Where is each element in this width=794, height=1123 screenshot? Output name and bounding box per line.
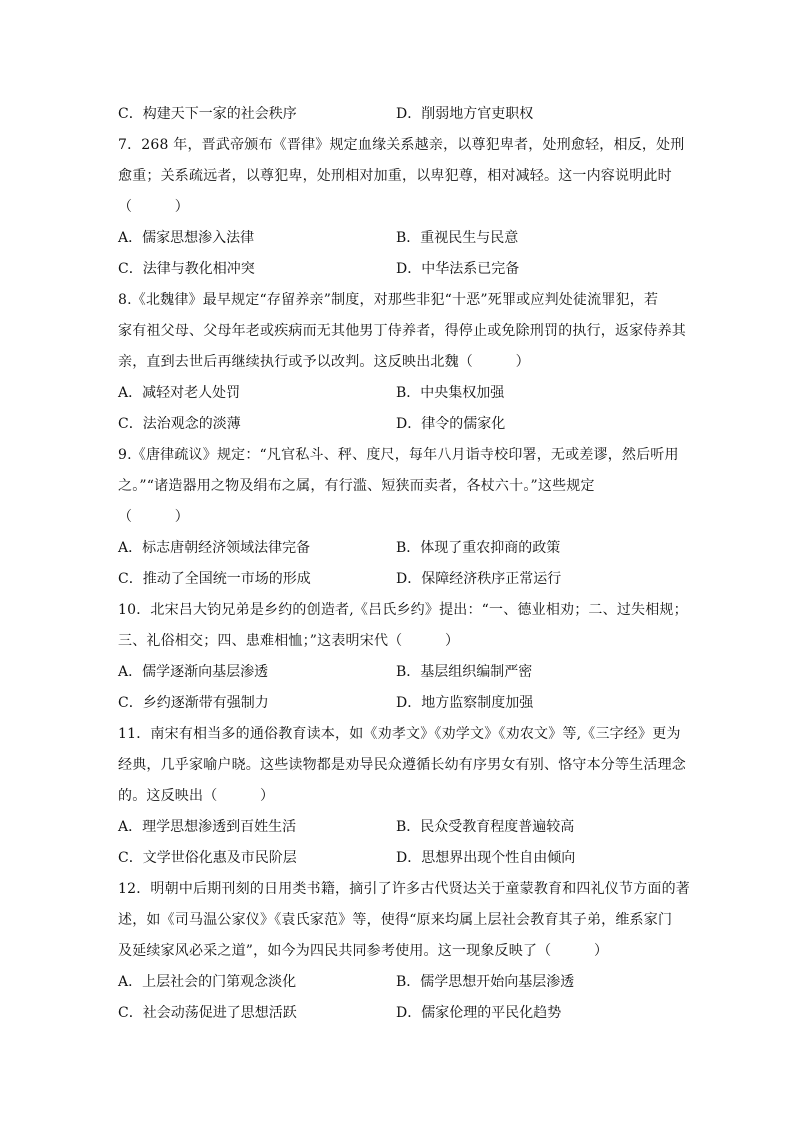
q7-stem-line-1: 7．268 年，晋武帝颁布《晋律》规定血缘关系越亲，以尊犯卑者，处刑愈轻，相反，处刑 — [118, 137, 685, 153]
q12-option-b: B．儒学思想开始向基层渗透 — [396, 974, 575, 990]
q10-option-d: D．地方监察制度加强 — [396, 695, 534, 711]
q11-stem-line-2: 经典，几乎家喻户晓。这些读物都是劝导民众遵循长幼有序男女有别、恪守本分等生活理念 — [118, 757, 686, 773]
q10-option-b: B．基层组织编制严密 — [396, 664, 533, 680]
q10-stem-line-1: 10．北宋吕大钧兄弟是乡约的创造者,《吕氏乡约》提出：“一、德业相劝；二、过失相规； — [118, 602, 688, 618]
q11-option-c: C．文学世俗化惠及市民阶层 — [118, 850, 297, 866]
q10-stem-line-2: 三、礼俗相交；四、患难相恤；”这表明宋代（ ） — [118, 633, 460, 649]
q11-stem-line-1: 11．南宋有相当多的通俗教育读本，如《劝孝文》《劝学文》《劝农文》等,《三字经》更为 — [118, 726, 681, 742]
q7-stem-line-3: （ ） — [118, 199, 189, 215]
q9-stem-line-1: 9.《唐律疏议》规定：“凡官私斗、秤、度尺，每年八月诣寺校印署，无或差谬，然后听用 — [118, 447, 679, 463]
q8-option-c: C．法治观念的淡薄 — [118, 416, 241, 432]
q12-stem-line-1: 12．明朝中后期刊刻的日用类书籍，摘引了许多古代贤达关于童蒙教育和四礼仪节方面的著 — [118, 881, 691, 897]
q12-option-d: D．儒家伦理的平民化趋势 — [396, 1005, 562, 1021]
q7-option-a: A．儒家思想渗入法律 — [118, 230, 255, 246]
q7-option-b: B．重视民生与民意 — [396, 230, 519, 246]
q8-stem-line-1: 8.《北魏律》最早规定“存留养亲”制度，对那些非犯“十恶”死罪或应判处徒流罪犯，若 — [118, 292, 659, 308]
q9-stem-line-2: 之。”“诸造器用之物及绢布之属，有行滥、短狭而卖者，各杖六十。”这些规定 — [118, 478, 595, 494]
q11-stem-line-3: 的。这反映出（ ） — [118, 788, 275, 804]
q10-option-a: A．儒学逐渐向基层渗透 — [118, 664, 269, 680]
q7-option-d: D．中华法系已完备 — [396, 261, 520, 277]
q8-option-b: B．中央集权加强 — [396, 385, 505, 401]
q8-option-d: D．律令的儒家化 — [396, 416, 506, 432]
q10-option-c: C．乡约逐渐带有强制力 — [118, 695, 269, 711]
q9-option-c: C．推动了全国统一市场的形成 — [118, 571, 311, 587]
q11-option-d: D．思想界出现个性自由倾向 — [396, 850, 576, 866]
q9-option-b: B．体现了重农抑商的政策 — [396, 540, 561, 556]
q12-stem-line-2: 述，如《司马温公家仪》《袁氏家范》等，使得“原来均属上层社会教育其子弟，维系家门 — [118, 912, 673, 928]
q12-option-c: C．社会动荡促进了思想活跃 — [118, 1005, 297, 1021]
q9-stem-line-3: （ ） — [118, 509, 189, 525]
q11-option-a: A．理学思想渗透到百姓生活 — [118, 819, 297, 835]
q9-option-d: D．保障经济秩序正常运行 — [396, 571, 562, 587]
q9-option-a: A．标志唐朝经济领域法律完备 — [118, 540, 311, 556]
q7-stem-line-2: 愈重；关系疏远者，以尊犯卑，处刑相对加重，以卑犯尊，相对减轻。这一内容说明此时 — [118, 168, 672, 184]
q7-option-c: C．法律与教化相冲突 — [118, 261, 255, 277]
q8-stem-line-2: 家有祖父母、父母年老或疾病而无其他男丁侍养者，得停止或免除刑罚的执行，返家侍养其 — [118, 323, 686, 339]
q12-option-a: A．上层社会的门第观念淡化 — [118, 974, 297, 990]
q8-option-a: A．减轻对老人处罚 — [118, 385, 241, 401]
q11-option-b: B．民众受教育程度普遍较高 — [396, 819, 575, 835]
q6-option-c: C．构建天下一家的社会秩序 — [118, 106, 297, 122]
q6-option-d: D．削弱地方官吏职权 — [396, 106, 534, 122]
q12-stem-line-3: 及延续家风必采之道”，如今为四民共同参考使用。这一现象反映了（ ） — [118, 943, 609, 959]
q8-stem-line-3: 亲，直到去世后再继续执行或予以改判。这反映出北魏（ ） — [118, 354, 530, 370]
